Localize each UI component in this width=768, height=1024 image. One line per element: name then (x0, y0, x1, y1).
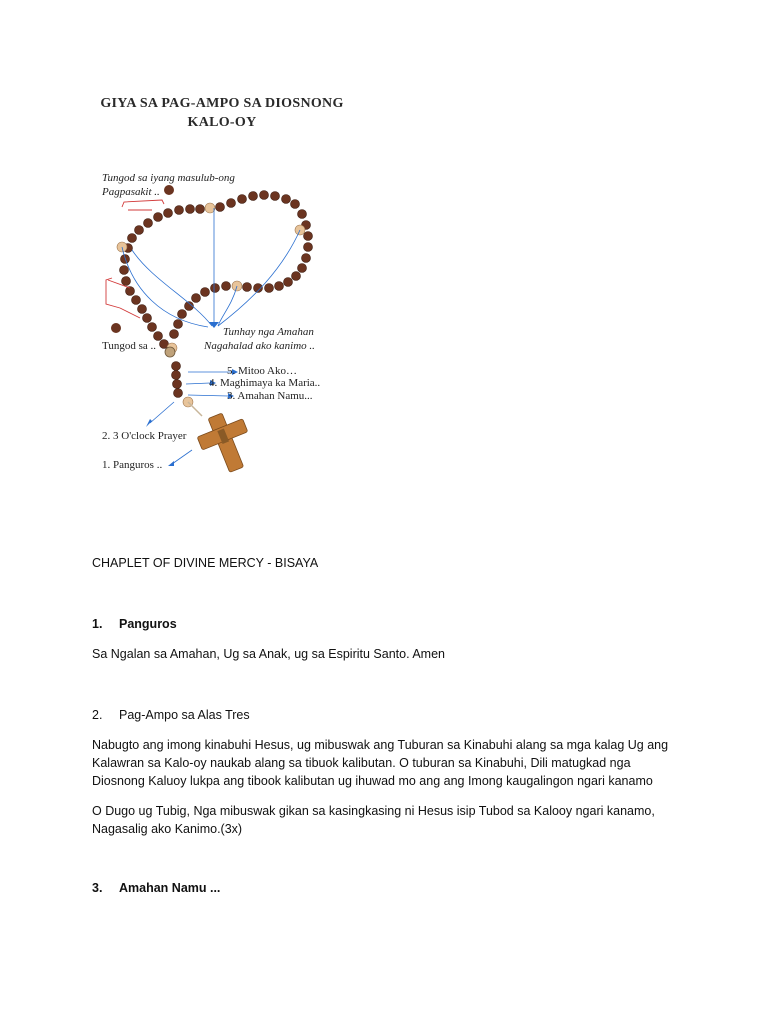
label-oclock: 2. 3 O'clock Prayer (102, 430, 187, 442)
label-tungod-masulub: Tungod sa iyang masulub-ong (102, 172, 235, 184)
label-amahan: 3. Amahan Namu... (227, 390, 313, 402)
rosary-figure (92, 90, 352, 482)
label-pagpasakit: Pagpasakit .. (102, 186, 160, 198)
item2-para1-line3: Diosnong Kaluoy lukpa ang tibook kalibutan ug ihuwad mo ang ang Imong kaugalingon ngari kanamo (92, 774, 653, 788)
label-tunhay: Tunhay nga Amahan (223, 326, 314, 338)
document-heading: CHAPLET OF DIVINE MERCY - BISAYA (92, 556, 319, 570)
label-mitoo: 5. Mitoo Ako… (227, 365, 297, 377)
item2-title: Pag-Ampo sa Alas Tres (119, 708, 250, 722)
label-panguros: 1. Panguros .. (102, 459, 163, 471)
item2-para2-line1: O Dugo ug Tubig, Nga mibuswak gikan sa kasingkasing ni Hesus isip Tubod sa Kalooy ngari kanamo, (92, 804, 655, 818)
item2-paragraph-1 (92, 736, 692, 790)
label-tungod-sa: Tungod sa .. (102, 340, 156, 352)
label-maghimaya: 4. Maghimaya ka Maria.. (209, 377, 321, 389)
item2-paragraph-2 (92, 802, 692, 838)
item2-para1-line2: Kalawran sa Kalo-oy naukab alang sa tibuok kalibutan. O tuburan sa Kinabuhi, Dili matugkad nga (92, 756, 631, 770)
item2-para1-line1: Nabugto ang imong kinabuhi Hesus, ug mibuswak ang Tuburan sa Kinabuhi alang sa mga kalag Ug ang (92, 738, 669, 752)
rosary-illustration (92, 90, 352, 482)
item1-text: Sa Ngalan sa Amahan, Ug sa Anak, ug sa Espiritu Santo. Amen (92, 647, 445, 661)
rosary-medal (165, 347, 175, 357)
figure-title-line1: GIYA SA PAG-AMPO SA DIOSNONG (100, 96, 344, 111)
label-nagahalad: Nagahalad ako kanimo .. (204, 340, 315, 352)
item1-number: 1. (92, 617, 103, 631)
item2-number: 2. (92, 708, 103, 722)
item3-title: Amahan Namu ... (119, 881, 221, 895)
item3-number: 3. (92, 881, 103, 895)
item1-title: Panguros (119, 617, 177, 631)
cross-icon (188, 402, 259, 479)
item2-para2-line2: Nagasalig ako Kanimo.(3x) (92, 822, 243, 836)
figure-title-line2: KALO-OY (187, 115, 257, 130)
